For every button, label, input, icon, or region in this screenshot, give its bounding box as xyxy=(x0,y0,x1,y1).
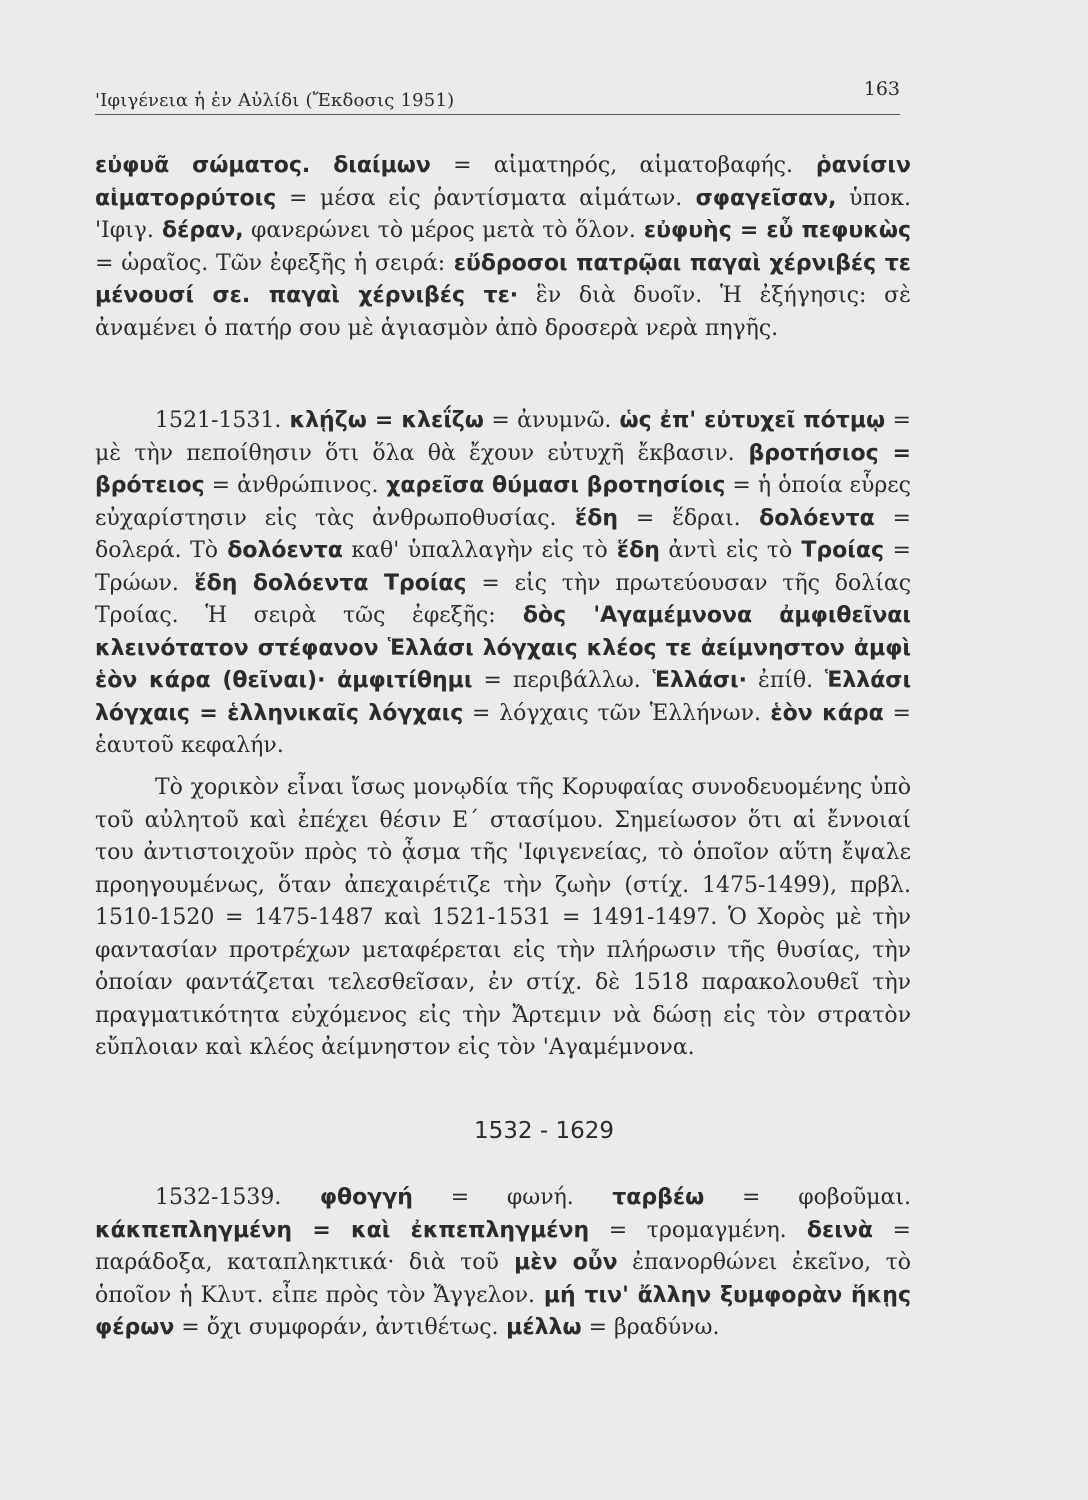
gloss: ἓν διὰ δυοῖν. Ἡ ἐξήγησις: σὲ ἀναμένει ὁ πατήρ σου μὲ ἁγιασμὸν ἀπὸ δροσερὰ νερὰ πηγῆς. xyxy=(95,283,911,341)
line-range: 1532-1539. xyxy=(155,1185,282,1210)
lemma: ἕδη xyxy=(556,505,619,531)
gloss: ὑποκ. 'Ιφιγ. xyxy=(95,185,911,243)
page-header xyxy=(95,78,900,115)
gloss: = ὄχι συμφοράν, ἀντιθέτως. xyxy=(174,1315,499,1340)
gloss: = παράδοξα, καταπληκτικά· διὰ τοῦ xyxy=(95,1217,911,1275)
lemma: μὲν οὖν xyxy=(498,1250,618,1275)
lemma: ἑὸν κάρα xyxy=(760,700,884,726)
lemma: ταρβέω xyxy=(573,1185,705,1210)
lemma: διαίμων xyxy=(310,153,431,178)
gloss: ἀντὶ εἰς τὸ xyxy=(659,538,793,563)
gloss: = ἕδραι. xyxy=(618,505,741,531)
gloss: = Τρώων. xyxy=(95,538,911,596)
gloss: = ὡραῖος. Τῶν ἐφεξῆς ἡ σειρά: xyxy=(95,250,446,276)
gloss: = ἀνυμνῶ. xyxy=(483,408,612,433)
commentary-paragraph-2 xyxy=(95,405,911,763)
gloss: = φωνή. xyxy=(412,1185,574,1210)
lemma: κάκπεπληγμένη = καὶ ἐκπεπληγμένη xyxy=(95,1217,590,1243)
gloss: φανερώνει τὸ μέρος μετὰ τὸ ὅλον. xyxy=(243,218,636,243)
lemma: δολόεντα xyxy=(218,538,343,563)
lemma: δέραν, xyxy=(153,218,244,243)
line-range: 1521-1531. xyxy=(155,408,282,433)
lemma: Ἑλλάσι· xyxy=(640,668,747,693)
gloss: ἐπανορθώνει ἐκεῖνο, τὸ ὁποῖον ἡ Κλυτ. εἶπε πρὸς τὸν Ἄγγελον. xyxy=(95,1250,911,1308)
lemma: ὡς ἐπ' εὐτυχεῖ πότμῳ xyxy=(611,408,886,433)
page-number: 163 xyxy=(863,78,900,100)
gloss: = περιβάλλω. xyxy=(472,668,641,693)
lemma: εὐφυᾶ σώματος. xyxy=(95,153,311,178)
lemma: σφαγεῖσαν, xyxy=(682,185,837,211)
lemma: κλῄζω = κλεΐζω xyxy=(281,408,484,433)
section-heading: 1532 - 1629 xyxy=(474,1118,614,1144)
gloss: = φοβοῦμαι. xyxy=(704,1185,912,1210)
gloss: = ἡ ὁποία εὗρες εὐχαρίστησιν εἰς τὰς ἀνθρωποθυσίας. xyxy=(95,473,911,531)
lemma: δεινὰ xyxy=(786,1217,873,1243)
gloss: = αἱματηρός, αἱματοβαφής. xyxy=(430,153,793,178)
lemma: εὔδροσοι πατρῷαι παγαὶ χέρνιβές τε μένουσί σε. παγαὶ χέρνιβές τε· xyxy=(95,250,912,308)
lemma: δὸς 'Αγαμέμνονα ἀμφιθεῖναι κλεινότατον στέφανον Ἑλλάσι λόγχαις κλέος τε ἀείμνηστον ἀμφὶ ἑὸν κάρα (θεῖναι)· ἀμφιτίθημι xyxy=(95,603,911,693)
gloss: = εἰς τὴν πρωτεύουσαν τῆς δολίας Τροίας. Ἡ σειρὰ τῶς ἐφεξῆς: xyxy=(95,570,912,628)
gloss: = τρομαγμένη. xyxy=(589,1217,787,1243)
lemma: εὐφυὴς = εὖ πεφυκὼς xyxy=(635,218,911,243)
commentary-paragraph-4 xyxy=(95,1182,911,1345)
running-title: 'Ιφιγένεια ἡ ἐν Αὐλίδι (Ἔκδοσις 1951) xyxy=(95,90,455,111)
lemma: Ἑλλάσι λόγχαις = ἑλληνικαῖς λόγχαις xyxy=(95,668,912,726)
lemma: δολόεντα xyxy=(740,505,875,531)
lemma: Τροίας xyxy=(792,538,885,563)
lemma: μέλλω xyxy=(498,1315,582,1340)
lemma: χαρεῖσα θύμασι βροτησίοις xyxy=(378,473,726,498)
lemma: φθογγή xyxy=(281,1185,413,1210)
commentary-paragraph-1 xyxy=(95,150,911,345)
choral-ode-note: Τὸ χορικὸν εἶναι ἴσως μονῳδία τῆς Κορυφαίας συνοδευομένης ὑπὸ τοῦ αὐλητοῦ καὶ ἐπέχει θέσιν Ε΄ στασίμου. Σημείωσον ὅτι αἱ ἔννοιαί του ἀντιστοιχοῦν πρὸς τὸ ᾆσμα τῆς 'Ιφιγενείας, τὸ ὁποῖον αὕτη ἔψαλε προηγουμένως, ὅταν ἀπεχαιρέτιζε τὴν ζωὴν (στίχ. 1475-1499), πρβλ. 1510-1520 = 1475-1487 καὶ 1521-1531 = 1491-1497. Ὁ Χορὸς μὲ τὴν φαντασίαν προτρέχων μεταφέρεται εἰς τὴν πλήρωσιν τῆς θυσίας, τὴν ὁποίαν φαντάζεται τελεσθεῖσαν, ἐν στίχ. δὲ 1518 παρακολουθεῖ τὴν πραγματικότητα εὐχόμενος εἰς τὴν Ἄρτεμιν νὰ δώσῃ εἰς τὸν στρατὸν εὔπλοιαν καὶ κλέος ἀείμνηστον εἰς τὸν 'Αγαμέμνονα. xyxy=(95,775,911,1060)
lemma: βροτήσιος = βρότειος xyxy=(95,440,911,498)
lemma: ἕδη δολόεντα Τροίας xyxy=(178,570,467,596)
lemma: μή τιν' ἄλλην ξυμφορὰν ἥκῃς φέρων xyxy=(95,1282,912,1340)
gloss: = μέσα εἰς ῥαντίσματα αἱμάτων. xyxy=(276,185,683,211)
commentary-paragraph-3 xyxy=(95,772,911,1065)
gloss: = μὲ τὴν πεποίθησιν ὅτι ὅλα θὰ ἔχουν εὐτυχῆ ἔκβασιν. xyxy=(95,408,911,466)
gloss: = βραδύνω. xyxy=(581,1315,720,1340)
gloss: καθ' ὑπαλλαγὴν εἰς τὸ xyxy=(342,538,608,563)
gloss: = λόγχαις τῶν Ἑλλήνων. xyxy=(463,700,761,726)
gloss: = ἀνθρώπινος. xyxy=(204,473,379,498)
gloss: = δολερά. Τὸ xyxy=(95,505,911,563)
gloss: ἐπίθ. xyxy=(746,668,814,693)
lemma: ἕδη xyxy=(607,538,660,563)
lemma: ῥανίσιν αἱματορρύτοις xyxy=(95,153,911,211)
gloss: = ἑαυτοῦ κεφαλήν. xyxy=(95,700,911,758)
